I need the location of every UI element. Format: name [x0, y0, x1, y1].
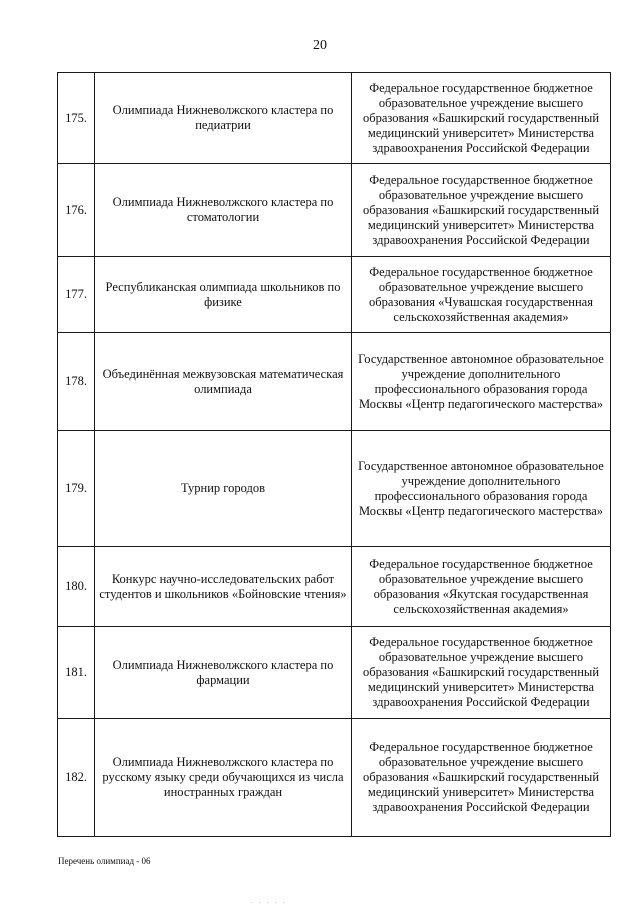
table-row: [58, 164, 611, 257]
page-number: 20: [313, 38, 327, 53]
olympiad-name: Республиканская олимпиада школьников по физике: [95, 257, 352, 333]
organizer-name: Федеральное государственное бюджетное образовательное учреждение высшего образования «Якутская государственная сельскохозяйственная академия»: [352, 547, 611, 627]
organizer-name: Федеральное государственное бюджетное образовательное учреждение высшего образования «Башкирский государственный медицинский университет» Министерства здравоохранения Российской Федерации: [352, 73, 611, 164]
row-number: 179.: [58, 431, 95, 547]
olympiad-name: Олимпиада Нижневолжского кластера по русскому языку среди обучающихся из числа иностранных граждан: [95, 719, 352, 837]
row-number: 176.: [58, 164, 95, 257]
organizer-name: Государственное автономное образовательное учреждение дополнительного профессионального образования города Москвы «Центр педагогического мастерства»: [352, 333, 611, 431]
row-number: 181.: [58, 627, 95, 719]
olympiad-name: Олимпиада Нижневолжского кластера по фармации: [95, 627, 352, 719]
row-number: 182.: [58, 719, 95, 837]
table-row: [58, 431, 611, 547]
olympiad-name: Олимпиада Нижневолжского кластера по педиатрии: [95, 73, 352, 164]
row-number: 175.: [58, 73, 95, 164]
olympiad-name: Олимпиада Нижневолжского кластера по стоматологии: [95, 164, 352, 257]
olympiad-name: Турнир городов: [95, 431, 352, 547]
table-row: [58, 257, 611, 333]
organizer-name: Федеральное государственное бюджетное образовательное учреждение высшего образования «Чувашская государственная сельскохозяйственная академия»: [352, 257, 611, 333]
row-number: 177.: [58, 257, 95, 333]
olympiad-name: Объединённая межвузовская математическая олимпиада: [95, 333, 352, 431]
table-row: [58, 719, 611, 837]
table-row: [58, 73, 611, 164]
organizer-name: Государственное автономное образовательное учреждение дополнительного профессионального образования города Москвы «Центр педагогического мастерства»: [352, 431, 611, 547]
olympiad-name: Конкурс научно-исследовательских работ студентов и школьников «Бойновские чтения»: [95, 547, 352, 627]
scan-artifact: · · · · ·: [250, 899, 287, 907]
table-row: [58, 547, 611, 627]
organizer-name: Федеральное государственное бюджетное образовательное учреждение высшего образования «Башкирский государственный медицинский университет» Министерства здравоохранения Российской Федерации: [352, 627, 611, 719]
document-footer: Перечень олимпиад - 06: [58, 856, 151, 866]
organizer-name: Федеральное государственное бюджетное образовательное учреждение высшего образования «Башкирский государственный медицинский университет» Министерства здравоохранения Российской Федерации: [352, 164, 611, 257]
row-number: 178.: [58, 333, 95, 431]
row-number: 180.: [58, 547, 95, 627]
olympiad-table: [57, 72, 611, 837]
table-row: [58, 627, 611, 719]
table-row: [58, 333, 611, 431]
organizer-name: Федеральное государственное бюджетное образовательное учреждение высшего образования «Башкирский государственный медицинский университет» Министерства здравоохранения Российской Федерации: [352, 719, 611, 837]
